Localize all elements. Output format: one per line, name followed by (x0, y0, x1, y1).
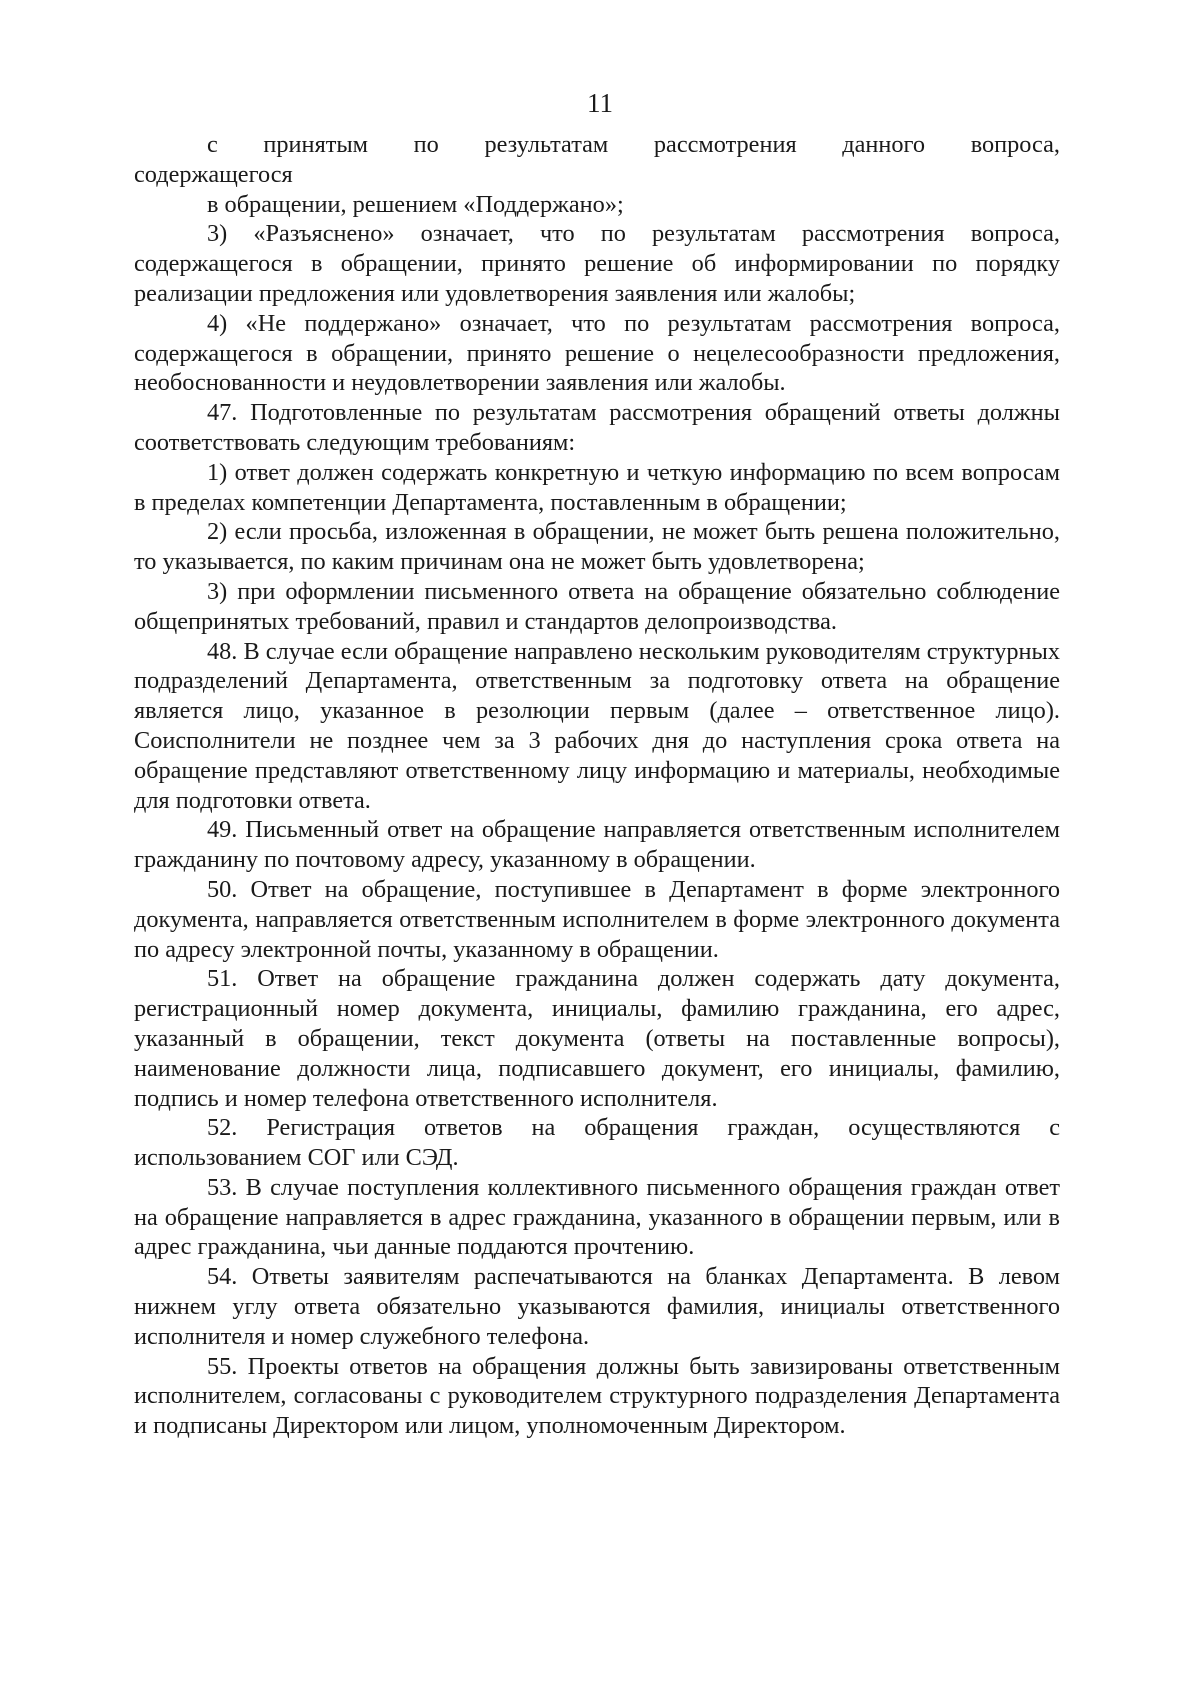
paragraph: 53. В случае поступления коллективного письменного обращения граждан ответ на обращение направляется в адрес гражданина, указанного в обращении первым, или в адрес гражданина, чьи данные поддаются прочтению. (134, 1173, 1060, 1261)
paragraph: 50. Ответ на обращение, поступившее в Департамент в форме электронного документа, направляется ответственным исполнителем в форме электронного документа по адресу электронной почты, указанному в обращении. (134, 875, 1060, 963)
paragraph: с принятым по результатам рассмотрения данного вопроса, (207, 131, 1060, 158)
paragraph: 2) если просьба, изложенная в обращении, не может быть решена положительно, то указывается, по каким причинам она не может быть удовлетворена; (134, 518, 1060, 576)
paragraph: 49. Письменный ответ на обращение направляется ответственным исполнителем гражданину по почтовому адресу, указанному в обращении. (134, 816, 1060, 874)
document-body (134, 130, 1060, 1441)
paragraph: 1) ответ должен содержать конкретную и четкую информацию по всем вопросам в пределах компетенции Департамента, поставленным в обращении; (134, 458, 1060, 516)
paragraph: 3) при оформлении письменного ответа на обращение обязательно соблюдение общепринятых требований, правил и стандартов делопроизводства. (134, 577, 1060, 635)
paragraph: 48. В случае если обращение направлено нескольким руководителям структурных подразделений Департамента, ответственным за подготовку ответа на обращение является лицо, указанное в резолюции первым (далее – ответственное лицо). Соисполнители не позднее чем за 3 рабочих дня до наступления срока ответа на обращение представляют ответственному лицу информацию и материалы, необходимые для подготовки ответа. (134, 637, 1060, 814)
paragraph: 55. Проекты ответов на обращения должны быть завизированы ответственным исполнителем, согласованы с руководителем структурного подразделения Департамента и подписаны Директором или лицом, уполномоченным Директором. (134, 1352, 1060, 1440)
paragraph: 51. Ответ на обращение гражданина должен содержать дату документа, регистрационный номер документа, инициалы, фамилию гражданина, его адрес, указанный в обращении, текст документа (ответы на поставленные вопросы), наименование должности лица, подписавшего документ, его инициалы, фамилию, подпись и номер телефона ответственного исполнителя. (134, 965, 1060, 1112)
paragraph: 52. Регистрация ответов на обращения граждан, осуществляются с использованием СОГ или СЭД. (134, 1114, 1060, 1172)
paragraph: в обращении, решением «Поддержано»; (207, 190, 624, 218)
page-number: 11 (587, 88, 613, 118)
paragraph: 47. Подготовленные по результатам рассмотрения обращений ответы должны соответствовать следующим требованиям: (134, 399, 1060, 456)
paragraph: 4) «Не поддержано» означает, что по результатам рассмотрения вопроса, содержащегося в обращении, принято решение о нецелесообразности предложения, необоснованности и неудовлетворении заявления или жалобы. (134, 309, 1060, 397)
paragraph: 3) «Разъяснено» означает, что по результатам рассмотрения вопроса, содержащегося в обращении, принято решение об информировании по порядку реализации предложения или удовлетворения заявления или жалобы; (134, 220, 1060, 307)
paragraph: 54. Ответы заявителям распечатываются на бланках Департамента. В левом нижнем углу ответа обязательно указываются фамилия, инициалы ответственного исполнителя и номер служебного телефона. (134, 1263, 1060, 1350)
paragraph: содержащегося (134, 160, 293, 188)
